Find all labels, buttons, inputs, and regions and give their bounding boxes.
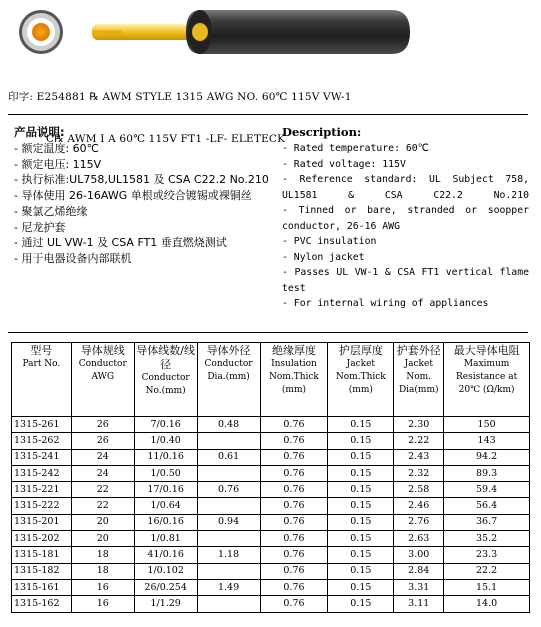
cell-jacket-thick: 0.15 bbox=[328, 547, 394, 563]
cell-awg: 16 bbox=[71, 596, 134, 612]
cell-conductor-no: 1/0.102 bbox=[134, 563, 197, 579]
cell-conductor-dia: 0.48 bbox=[197, 417, 260, 433]
cell-conductor-no: 26/0.254 bbox=[134, 579, 197, 595]
cell-jacket-dia: 3.31 bbox=[394, 579, 444, 595]
cell-max-resistance: 89.3 bbox=[444, 465, 530, 481]
table-row bbox=[12, 465, 530, 481]
cell-jacket-dia: 2.76 bbox=[394, 514, 444, 530]
cell-jacket-dia: 2.63 bbox=[394, 531, 444, 547]
divider-top bbox=[8, 114, 528, 115]
cell-insulation-thick: 0.76 bbox=[260, 482, 328, 498]
cell-insulation-thick: 0.76 bbox=[260, 465, 328, 481]
cell-conductor-dia bbox=[197, 596, 260, 612]
list-item: - 额定温度: 60℃ bbox=[14, 142, 100, 155]
cell-jacket-thick: 0.15 bbox=[328, 596, 394, 612]
header-jacket-dia: 护套外径 Jacket Nom. Dia(mm) bbox=[394, 343, 444, 417]
table-row bbox=[12, 579, 530, 595]
cell-awg: 24 bbox=[71, 449, 134, 465]
header-conductor-awg: 导体规线 Conductor AWG bbox=[71, 343, 134, 417]
cell-jacket-thick: 0.15 bbox=[328, 563, 394, 579]
cell-conductor-dia: 1.49 bbox=[197, 579, 260, 595]
table-row bbox=[12, 514, 530, 530]
cell-conductor-no: 1/0.50 bbox=[134, 465, 197, 481]
cell-conductor-dia bbox=[197, 531, 260, 547]
cell-jacket-dia: 2.22 bbox=[394, 433, 444, 449]
cell-conductor-dia: 0.61 bbox=[197, 449, 260, 465]
cell-part-no: 1315-262 bbox=[12, 433, 72, 449]
cell-max-resistance: 14.0 bbox=[444, 596, 530, 612]
cell-jacket-dia: 2.58 bbox=[394, 482, 444, 498]
cell-insulation-thick: 0.76 bbox=[260, 547, 328, 563]
table-row bbox=[12, 449, 530, 465]
cell-awg: 16 bbox=[71, 579, 134, 595]
cell-awg: 26 bbox=[71, 433, 134, 449]
table-header-row bbox=[12, 343, 530, 417]
list-item: - Rated voltage: 115V bbox=[282, 158, 406, 170]
cell-part-no: 1315-201 bbox=[12, 514, 72, 530]
cell-insulation-thick: 0.76 bbox=[260, 514, 328, 530]
cell-insulation-thick: 0.76 bbox=[260, 417, 328, 433]
header-part-no: 型号 Part No. bbox=[12, 343, 72, 417]
table-row bbox=[12, 417, 530, 433]
cell-awg: 26 bbox=[71, 417, 134, 433]
cell-part-no: 1315-181 bbox=[12, 547, 72, 563]
cell-conductor-no: 16/0.16 bbox=[134, 514, 197, 530]
cell-jacket-dia: 2.43 bbox=[394, 449, 444, 465]
cell-jacket-thick: 0.15 bbox=[328, 449, 394, 465]
list-item: - 导体使用 26-16AWG 单根或绞合镀锡或裸铜丝 bbox=[14, 189, 252, 203]
cell-awg: 18 bbox=[71, 547, 134, 563]
cell-conductor-dia bbox=[197, 563, 260, 579]
table-row bbox=[12, 596, 530, 612]
cell-insulation-thick: 0.76 bbox=[260, 531, 328, 547]
cell-conductor-dia: 0.94 bbox=[197, 514, 260, 530]
cell-jacket-thick: 0.15 bbox=[328, 579, 394, 595]
spec-table bbox=[11, 342, 530, 613]
cell-insulation-thick: 0.76 bbox=[260, 433, 328, 449]
list-item: - 尼龙护套 bbox=[14, 220, 66, 234]
cell-insulation-thick: 0.76 bbox=[260, 563, 328, 579]
cell-jacket-dia: 2.32 bbox=[394, 465, 444, 481]
cell-insulation-thick: 0.76 bbox=[260, 579, 328, 595]
table-row bbox=[12, 482, 530, 498]
cell-max-resistance: 59.4 bbox=[444, 482, 530, 498]
cell-max-resistance: 94.2 bbox=[444, 449, 530, 465]
cell-jacket-thick: 0.15 bbox=[328, 417, 394, 433]
cell-conductor-no: 41/0.16 bbox=[134, 547, 197, 563]
cell-conductor-dia: 0.76 bbox=[197, 482, 260, 498]
cell-max-resistance: 36.7 bbox=[444, 514, 530, 530]
list-item: - 额定电压: 115V bbox=[14, 157, 102, 171]
cell-awg: 20 bbox=[71, 531, 134, 547]
cell-part-no: 1315-202 bbox=[12, 531, 72, 547]
cell-conductor-dia bbox=[197, 433, 260, 449]
cell-conductor-no: 1/0.81 bbox=[134, 531, 197, 547]
cell-jacket-dia: 3.00 bbox=[394, 547, 444, 563]
cell-insulation-thick: 0.76 bbox=[260, 449, 328, 465]
cell-conductor-dia: 1.18 bbox=[197, 547, 260, 563]
cell-conductor-no: 1/0.40 bbox=[134, 433, 197, 449]
cell-max-resistance: 23.3 bbox=[444, 547, 530, 563]
cell-awg: 24 bbox=[71, 465, 134, 481]
cable-jacket bbox=[186, 10, 410, 54]
cell-part-no: 1315-221 bbox=[12, 482, 72, 498]
cell-awg: 22 bbox=[71, 498, 134, 514]
table-row bbox=[12, 547, 530, 563]
cell-jacket-thick: 0.15 bbox=[328, 433, 394, 449]
cell-part-no: 1315-242 bbox=[12, 465, 72, 481]
cell-conductor-dia bbox=[197, 498, 260, 514]
list-item: - For internal wiring of appliances bbox=[282, 298, 489, 309]
cell-jacket-dia: 2.30 bbox=[394, 417, 444, 433]
cell-jacket-thick: 0.15 bbox=[328, 514, 394, 530]
cell-max-resistance: 22.2 bbox=[444, 563, 530, 579]
cell-conductor-no: 7/0.16 bbox=[134, 417, 197, 433]
description-cn bbox=[14, 124, 276, 267]
cell-part-no: 1315-182 bbox=[12, 563, 72, 579]
description-en bbox=[282, 124, 529, 312]
print-marking-line1: 印字: E254881 ℞ AWM STYLE 1315 AWG NO. 60℃ 115V VW-1 bbox=[8, 91, 352, 103]
description-cn-list bbox=[14, 141, 276, 267]
table-row bbox=[12, 531, 530, 547]
list-item: - PVC insulation bbox=[282, 236, 377, 247]
cell-conductor-no: 1/1.29 bbox=[134, 596, 197, 612]
description-en-heading: Description: bbox=[282, 125, 362, 139]
cable-cross-section bbox=[19, 10, 63, 54]
cell-insulation-thick: 0.76 bbox=[260, 596, 328, 612]
list-item: - 聚氯乙烯绝缘 bbox=[14, 204, 88, 218]
cell-jacket-thick: 0.15 bbox=[328, 498, 394, 514]
cell-insulation-thick: 0.76 bbox=[260, 498, 328, 514]
cell-jacket-dia: 2.46 bbox=[394, 498, 444, 514]
cell-part-no: 1315-161 bbox=[12, 579, 72, 595]
list-item: - 执行标准:UL758,UL1581 及 CSA C22.2 No.210 bbox=[14, 173, 269, 187]
list-item: - 通过 UL VW-1 及 CSA FT1 垂直燃烧测试 bbox=[14, 236, 227, 250]
description-en-list bbox=[282, 141, 529, 312]
cell-max-resistance: 143 bbox=[444, 433, 530, 449]
divider-middle bbox=[8, 332, 528, 333]
cell-part-no: 1315-261 bbox=[12, 417, 72, 433]
cell-awg: 20 bbox=[71, 514, 134, 530]
cell-jacket-dia: 3.11 bbox=[394, 596, 444, 612]
cable-illustration bbox=[0, 0, 541, 62]
cell-awg: 22 bbox=[71, 482, 134, 498]
cell-part-no: 1315-241 bbox=[12, 449, 72, 465]
header-conductor-dia: 导体外径 Conductor Dia.(mm) bbox=[197, 343, 260, 417]
cell-conductor-dia bbox=[197, 465, 260, 481]
cell-awg: 18 bbox=[71, 563, 134, 579]
print-marking-line2: C℞ AWM I A 60℃ 115V FT1 -LF- ELETECK bbox=[46, 133, 286, 145]
cell-part-no: 1315-162 bbox=[12, 596, 72, 612]
table-row bbox=[12, 563, 530, 579]
cell-conductor-no: 11/0.16 bbox=[134, 449, 197, 465]
cell-jacket-thick: 0.15 bbox=[328, 531, 394, 547]
cell-part-no: 1315-222 bbox=[12, 498, 72, 514]
cell-max-resistance: 15.1 bbox=[444, 579, 530, 595]
table-row bbox=[12, 433, 530, 449]
list-item: - Rated temperature: 60℃ bbox=[282, 143, 429, 154]
header-conductor-no: 导体线数/线径 Conductor No.(mm) bbox=[134, 343, 197, 417]
cell-jacket-thick: 0.15 bbox=[328, 482, 394, 498]
cell-conductor-no: 17/0.16 bbox=[134, 482, 197, 498]
cell-jacket-dia: 2.84 bbox=[394, 563, 444, 579]
list-item: - 用于电器设备内部联机 bbox=[14, 251, 132, 265]
cell-max-resistance: 35.2 bbox=[444, 531, 530, 547]
header-max-resistance: 最大导体电阻 Maximum Resistance at 20℃ (Ω/km) bbox=[444, 343, 530, 417]
table-row bbox=[12, 498, 530, 514]
description-cn-heading: 产品说明: bbox=[14, 125, 65, 139]
cell-max-resistance: 56.4 bbox=[444, 498, 530, 514]
header-insulation-thick: 绝缘厚度 Insulation Nom.Thick (mm) bbox=[260, 343, 328, 417]
cell-max-resistance: 150 bbox=[444, 417, 530, 433]
list-item: - Reference standard: UL Subject 758, UL1581 & CSA C22.2 No.210 bbox=[282, 174, 529, 201]
cell-jacket-thick: 0.15 bbox=[328, 465, 394, 481]
list-item: - Passes UL VW-1 & CSA FT1 vertical flame test bbox=[282, 267, 529, 294]
list-item: - Nylon jacket bbox=[282, 251, 365, 263]
header-jacket-thick: 护层厚度 Jacket Nom.Thick (mm) bbox=[328, 343, 394, 417]
cell-conductor-no: 1/0.64 bbox=[134, 498, 197, 514]
list-item: - Tinned or bare, stranded or soopper conductor, 26-16 AWG bbox=[282, 205, 529, 232]
